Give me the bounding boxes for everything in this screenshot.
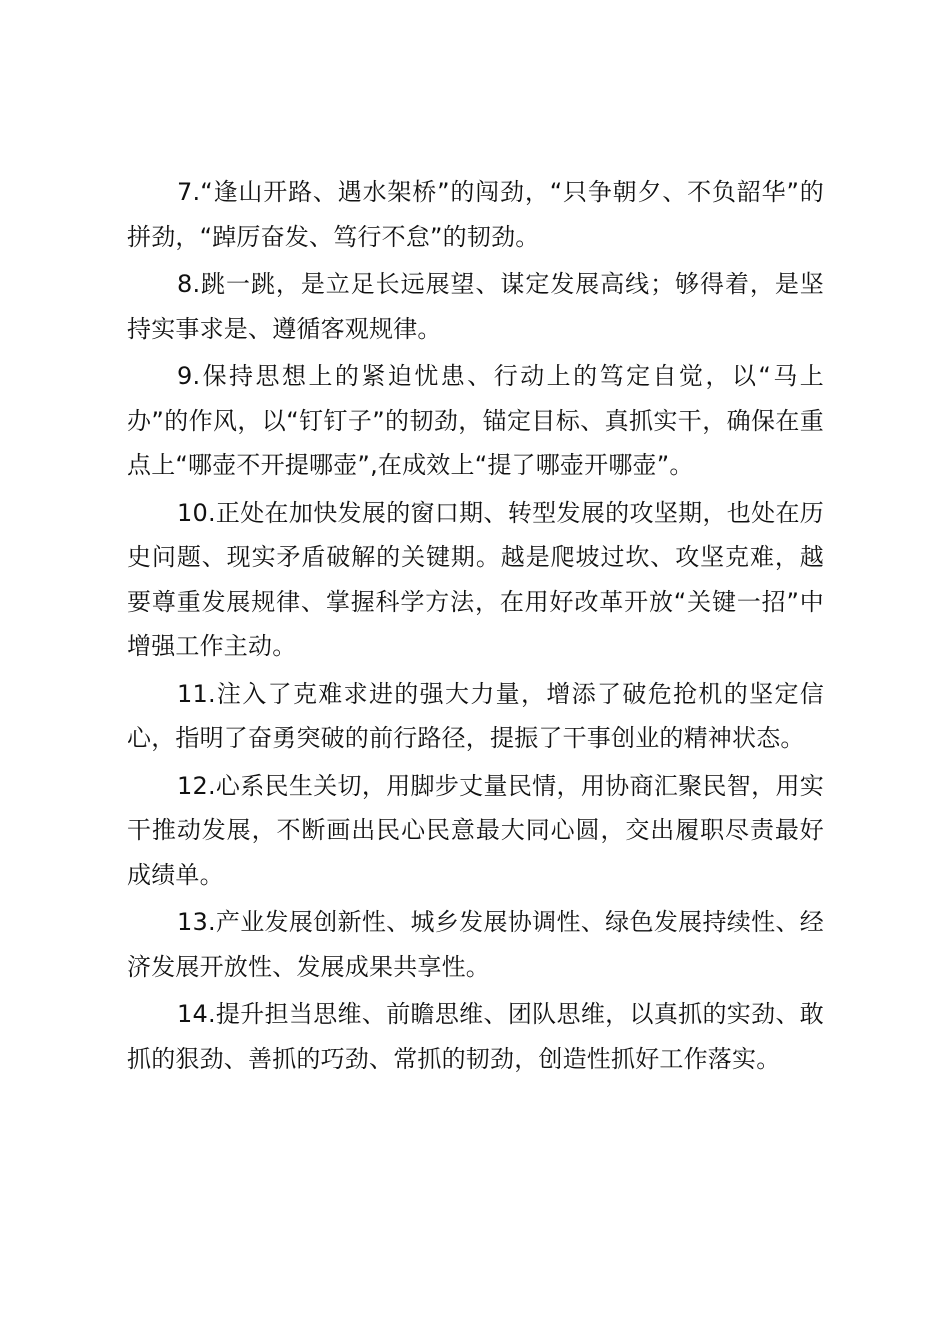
paragraph-12: 12.心系民生关切，用脚步丈量民情，用协商汇聚民智，用实干推动发展，不断画出民心民意最大同心圆，交出履职尽责最好成绩单。: [127, 771, 824, 889]
paragraph-10: 10.正处在加快发展的窗口期、转型发展的攻坚期，也处在历史问题、现实矛盾破解的关键期。越是爬坡过坎、攻坚克难，越要尊重发展规律、掌握科学方法，在用好改革开放“关键一招”中增强工作主动。: [127, 498, 824, 660]
paragraph-11: 11.注入了克难求进的强大力量，增添了破危抢机的坚定信心，指明了奋勇突破的前行路径，提振了干事创业的精神状态。: [127, 679, 824, 752]
paragraph-8: 8.跳一跳，是立足长远展望、谋定发展高线；够得着，是坚持实事求是、遵循客观规律。: [127, 270, 824, 343]
paragraph-13: 13.产业发展创新性、城乡发展协调性、绿色发展持续性、经济发展开放性、发展成果共享性。: [127, 908, 824, 981]
paragraph-9: 9.保持思想上的紧迫忧患、行动上的笃定自觉，以“马上办”的作风，以“钉钉子”的韧劲，锚定目标、真抓实干，确保在重点上“哪壶不开提哪壶”,在成效上“提了哪壶开哪壶”。: [127, 362, 824, 479]
paragraph-14: 14.提升担当思维、前瞻思维、团队思维，以真抓的实劲、敢抓的狠劲、善抓的巧劲、常抓的韧劲，创造性抓好工作落实。: [127, 1000, 824, 1073]
paragraph-7: 7.“逢山开路、遇水架桥”的闯劲，“只争朝夕、不负韶华”的拼劲，“踔厉奋发、笃行不怠”的韧劲。: [127, 178, 824, 251]
document-body: [127, 170, 824, 1084]
